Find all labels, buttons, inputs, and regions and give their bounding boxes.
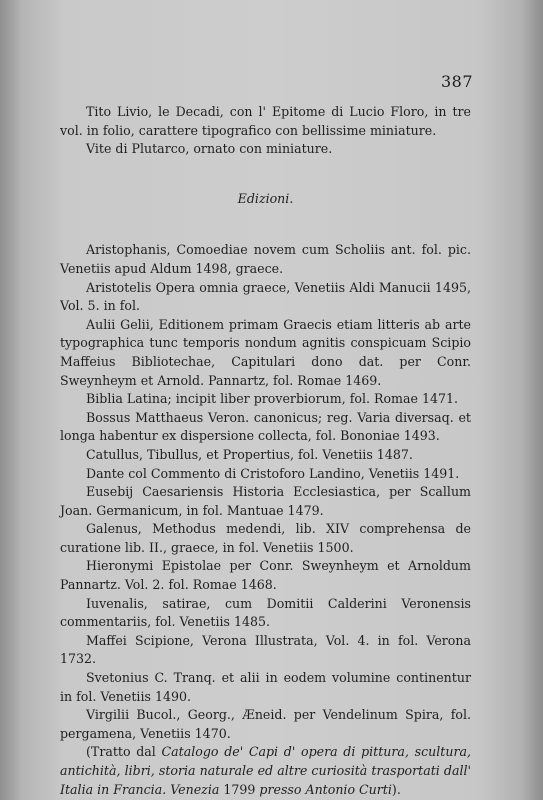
- catalog-entry: Maffei Scipione, Verona Illustrata, Vol. 4. in fol. Verona 1732.: [60, 632, 471, 667]
- source-note: [60, 743, 471, 799]
- catalog-entry: Aulii Gelii, Editionem primam Graecis etiam litteris ab arte typographica tunc temporis nondum agnitis conspicuam Scipio Maffeius Bibliotechae, Capitulari dono dat. per Conr. Sweynheym et Arnold. Pannartz, fol. Romae 1469.: [60, 316, 471, 388]
- catalog-entry: Dante col Commento di Cristoforo Landino, Venetiis 1491.: [86, 465, 460, 481]
- catalog-entry: Eusebij Caesariensis Historia Ecclesiastica, per Scallum Joan. Germanicum, in fol. Mantuae 1479.: [60, 484, 471, 518]
- source-note-year: 1799: [219, 781, 260, 797]
- catalog-entry: Galenus, Methodus medendi, lib. XIV comprehensa de curatione lib. II., graece, in fol. Venetiis 1500.: [60, 521, 471, 555]
- catalog-entry: Aristophanis, Comoediae novem cum Scholiis ant. fol. pic. Venetiis apud Aldum 1498, graece.: [60, 242, 471, 276]
- intro-paragraph: Tito Livio, le Decadi, con l' Epitome di Lucio Floro, in tre vol. in folio, carattere tipografico con bellissime miniature.: [60, 104, 471, 138]
- catalog-entry: Virgilii Bucol., Georg., Æneid. per Vendelinum Spira, fol. pergamena, Venetiis 1470.: [60, 707, 471, 741]
- catalog-entry: Catullus, Tibullus, et Propertius, fol. Venetiis 1487.: [86, 446, 413, 462]
- source-note-title: Catalogo de' Capi d' opera di pittura, scultura, antichità, libri, storia naturale ed altre curiosità trasportati dall' Italia in Francia. Venezia: [60, 744, 471, 797]
- page-body: [60, 103, 471, 799]
- catalog-entry: Aristotelis Opera omnia graece, Venetiis Aldi Manucii 1495, Vol. 5. in fol.: [60, 279, 471, 314]
- source-note-open: (Tratto dal: [86, 744, 162, 760]
- intro-paragraph: Vite di Plutarco, ornato con miniature.: [86, 141, 333, 157]
- page-number: 387: [440, 72, 473, 91]
- catalog-entry: Svetonius C. Tranq. et alii in eodem volumine continentur in fol. Venetiis 1490.: [60, 670, 471, 704]
- section-heading: Edizioni.: [237, 190, 294, 206]
- source-note-publisher: presso Antonio Curti: [259, 781, 392, 797]
- source-note-close: ).: [391, 781, 401, 797]
- catalog-entry: Hieronymi Epistolae per Conr. Sweynheym et Arnoldum Pannartz. Vol. 2. fol. Romae 1468.: [60, 558, 471, 593]
- catalog-entry: Bossus Matthaeus Veron. canonicus; reg. Varia diversaq. et longa habentur ex dispersione collecta, fol. Bononiae 1493.: [60, 409, 471, 444]
- catalog-entry: Iuvenalis, satirae, cum Domitii Calderini Veronensis commentariis, fol. Venetiis 1485.: [60, 595, 471, 630]
- catalog-entry: Biblia Latina; incipit liber proverbiorum, fol. Romae 1471.: [86, 391, 459, 407]
